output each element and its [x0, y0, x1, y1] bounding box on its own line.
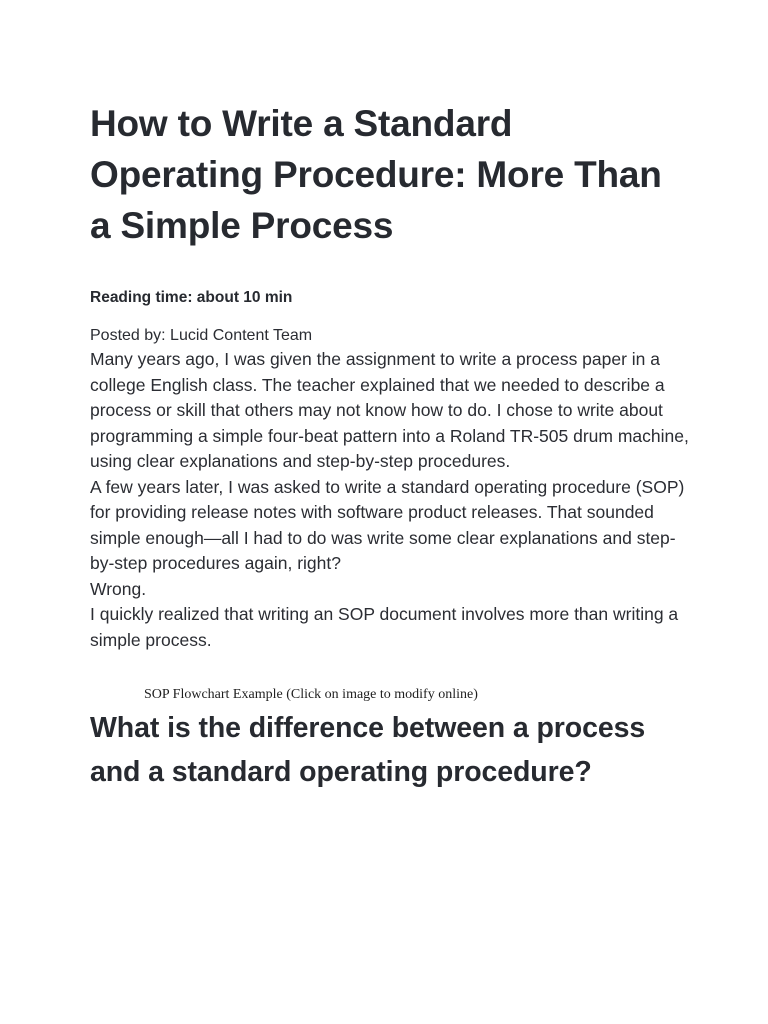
paragraph-realization: I quickly realized that writing an SOP document involves more than writing a simple process.	[90, 604, 679, 650]
image-caption-link[interactable]: SOP Flowchart Example (Click on image to modify online)	[144, 687, 478, 702]
posted-by: Posted by: Lucid Content Team	[90, 327, 313, 344]
article-body	[90, 98, 690, 794]
paragraph-wrong: Wrong.	[90, 578, 147, 599]
article-title: How to Write a Standard Operating Procedure: More Than a Simple Process	[90, 103, 662, 246]
paragraph-intro: Many years ago, I was given the assignment to write a process paper in a college English class. The teacher explained that we needed to describe a process or skill that others may not know how to do. I chose to write about programming a simple four-beat pattern into a Roland TR-505 drum machine, using clear explanations and step-by-step procedures.	[90, 349, 689, 471]
section-heading: What is the difference between a process and a standard operating procedure?	[90, 712, 646, 788]
reading-time: Reading time: about 10 min	[90, 289, 293, 306]
paragraph-sop-request: A few years later, I was asked to write a standard operating procedure (SOP) for providing release notes with software product releases. That sounded simple enough—all I had to do was write some clear explanations and step-by-step procedures again, right?	[90, 476, 685, 573]
